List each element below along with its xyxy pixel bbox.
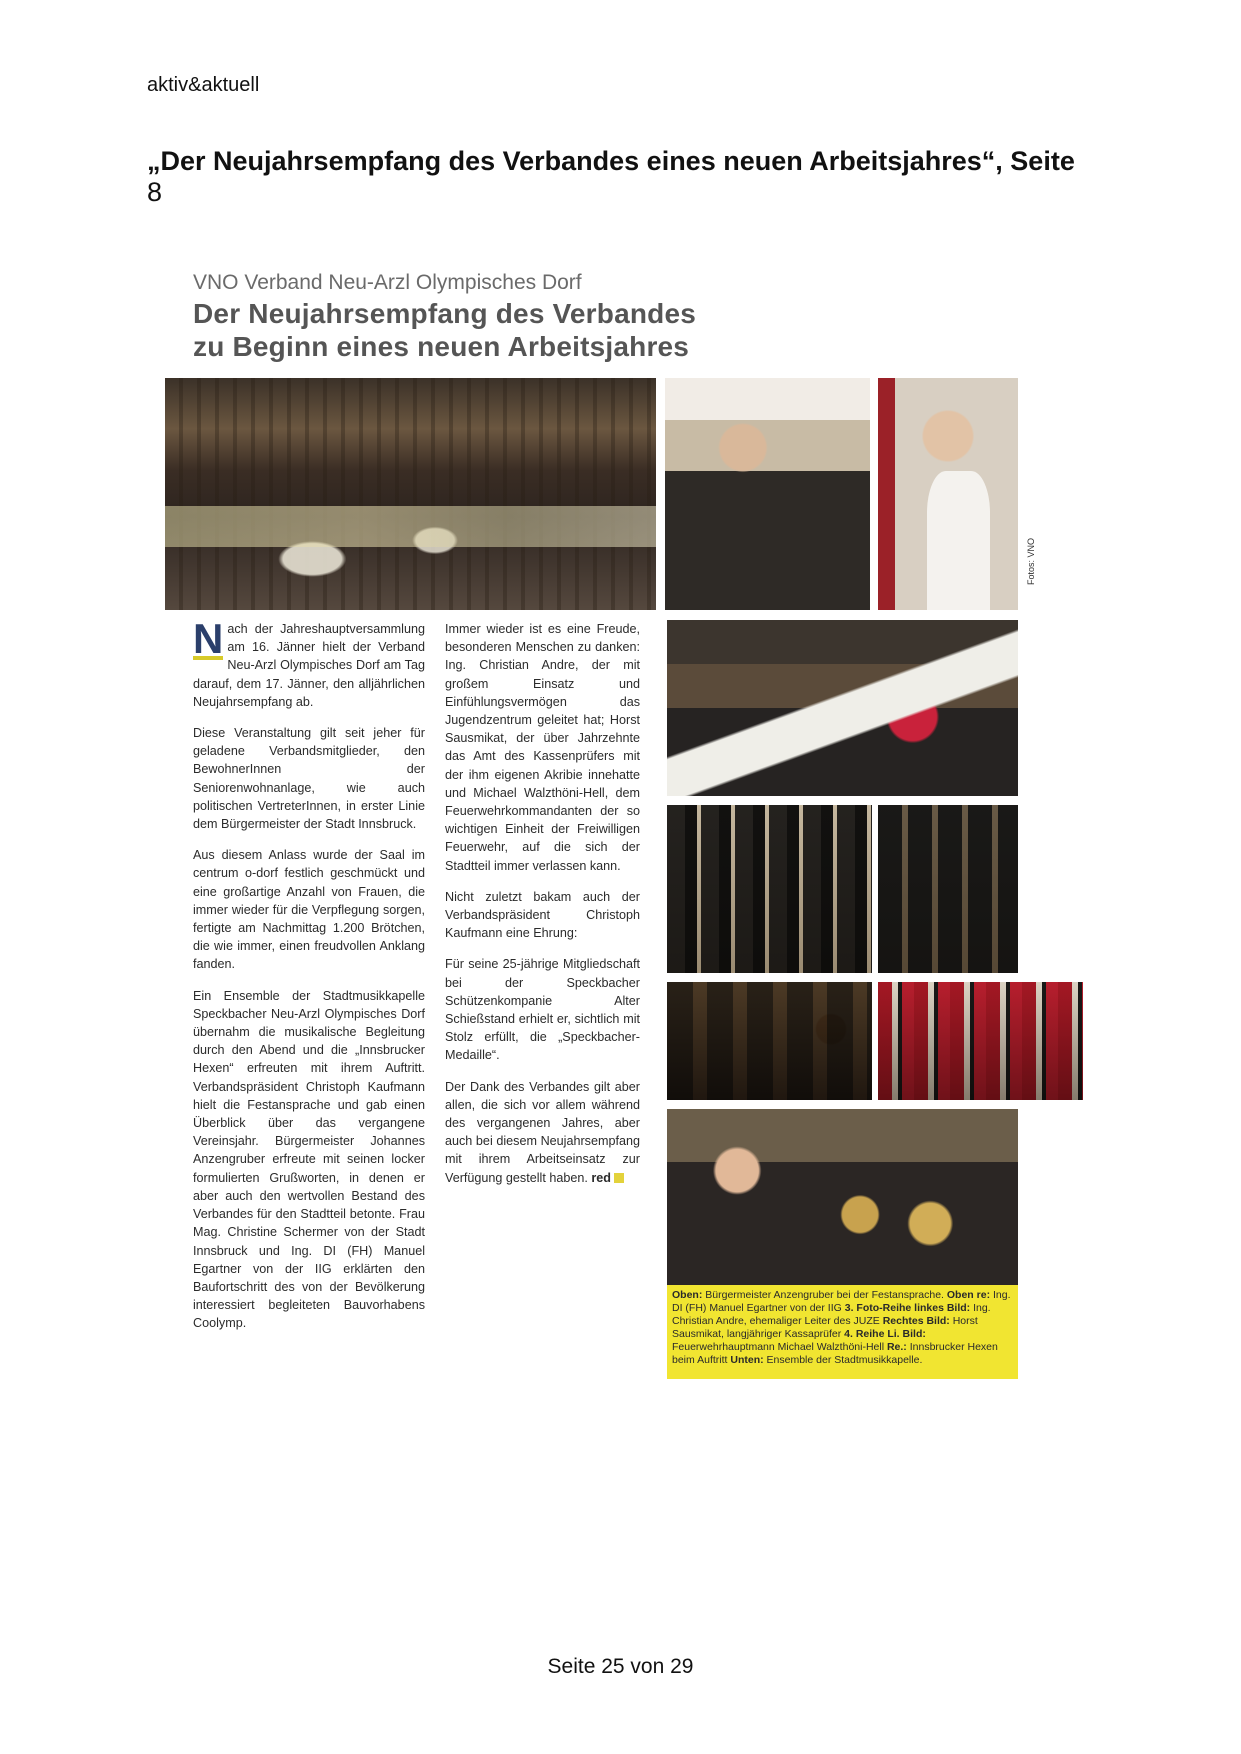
headline-line-1: Der Neujahrsempfang des Verbandes [193,298,696,329]
paragraph: Immer wieder ist es eine Freude, besonderen Menschen zu danken: Ing. Christian Andre, der mit großem Einsatz und Einfühlungsvermögen das Jugendzentrum geleitet hat; Horst Sausmikat, der über Jahrzehnte das Amt des Kassenprüfers mit der ihm eigenen Akribie innehatte und Michael Walzthöni-Hell, dem Feuerwehrkommandanten der so wichtigen Einheit der Freiwilligen Feuerwehr, auf die sich der Stadtteil immer verlassen kann. [445,622,640,873]
article-kicker: VNO Verband Neu-Arzl Olympisches Dorf [193,271,582,294]
paragraph: Der Dank des Verbandes gilt aber allen, die sich vor allem während des vergangenen Jahres, aber auch bei diesem Neujahrsempfang mit ihrem Arbeitseinsatz zur Verfügung gestellt haben. red [445,1079,640,1185]
paragraph: Ein Ensemble der Stadtmusikkapelle Speckbacher Neu-Arzl Olympisches Dorf übernahm die musikalische Begleitung durch den Abend und die „Innsbrucker Hexen“ erfreuten mit ihrem Auftritt. Verbandspräsident Christoph Kaufmann hielt die Festansprache und gab einen Überblick über das vergangene Vereinsjahr. Bürgermeister Johannes Anzengruber erfreute mit seinen locker formulierten Grußworten, in denen er aber auch den wertvollen Bestand des Verbandes für den Stadtteil betonte. Frau Mag. Christine Schermer von der Stadt Innsbruck und Ing. DI (FH) Manuel Egartner von der IIG erklärten den Baufortschritt des von der Bevölkerung interessiert begleiteten Bauvorhabens Coolymp. [193,988,425,1331]
paragraph: Diese Veranstaltung gilt seit jeher für geladene Verbandsmitglieder, den BewohnerInnen der Seniorenwohnanlage, wie auch politischen VertreterInnen, in erster Linie dem Bürgermeister der Stadt Innsbruck. [193,726,425,832]
photo-innsbrucker-hexen [878,982,1083,1100]
section-label: aktiv&aktuell [147,74,260,96]
photo-guests-table [667,620,1018,796]
article-column-1 [193,615,425,1346]
photo-festival-hall [165,378,656,610]
document-title [147,146,1097,208]
drop-cap: N [193,615,224,662]
headline-line-2: zu Beginn eines neuen Arbeitsjahres [193,331,690,362]
photo-egartner-speech [878,378,1018,610]
paragraph: Nicht zuletzt bakam auch der Verbandspräsident Christoph Kaufmann eine Ehrung: [445,889,640,941]
photo-credit: Fotos: VNO [1026,537,1036,585]
end-mark-icon [614,1173,624,1183]
photo-mayor-speech [665,378,870,610]
photo-music-ensemble [667,1109,1018,1285]
paragraph: N ach der Jahreshauptversammlung am 16. Jänner hielt der Verband Neu-Arzl Olympisches Dorf am Tag darauf, dem 17. Jänner, den alljährlichen Neujahrsempfang ab. [193,615,425,709]
photo-honoree-walzthoeni [667,982,872,1100]
photo-honoree-andre [667,805,872,973]
article-column-2 [445,620,640,1200]
photo-caption: Oben: Bürgermeister Anzengruber bei der Festansprache. Oben re: Ing. DI (FH) Manuel Egartner von der IIG 3. Foto-Reihe linkes Bild: Ing. Christian Andre, ehemaliger Leiter des JUZE Rechtes Bild: Horst Sausmikat, langjähriger Kassaprüfer 4. Reihe Li. Bild: Feuerwehrhauptmann Michael Walzthöni-Hell Re.: Innsbrucker Hexen beim Auftritt Unten: Ensemble der Stadtmusikkapelle. [667,1285,1018,1379]
document-title-page: 8 [147,177,163,207]
page-footer: Seite 25 von 29 [547,1655,694,1678]
newspaper-clipping [160,265,1090,1375]
author-signature: red [591,1170,611,1185]
document-title-text: „Der Neujahrsempfang des Verbandes eines neuen Arbeitsjahres“, Seite [147,146,1075,176]
article-headline [193,297,696,363]
paragraph: Für seine 25-jährige Mitgliedschaft bei der Speckbacher Schützenkompanie Alter Schießstand erhielt er, sichtlich mit Stolz erfüllt, die „Speckbacher-Medaille“. [445,957,640,1063]
photo-honoree-sausmikat [878,805,1018,973]
paragraph: Aus diesem Anlass wurde der Saal im centrum o-dorf festlich geschmückt und eine großartige Anzahl von Frauen, die immer wieder für die Verpflegung sorgen, fertigte am Nachmittag 1.200 Brötchen, die wie immer, einen freudvollen Anklang fanden. [193,848,425,972]
